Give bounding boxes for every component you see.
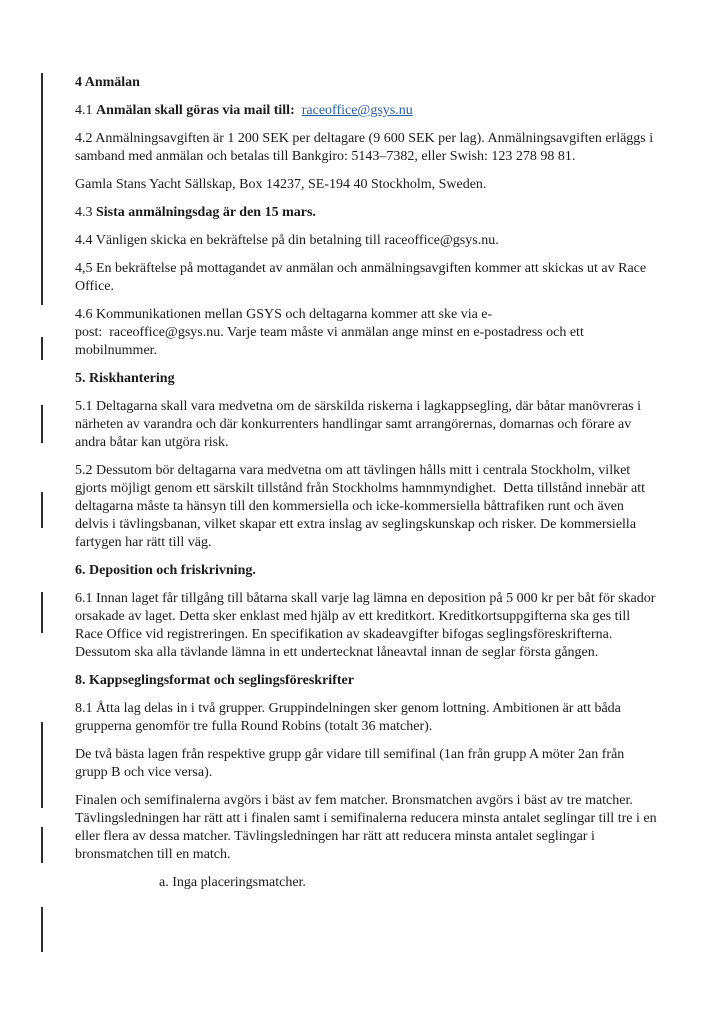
paragraph-6-1: 6.1 Innan laget får tillgång till båtarna skall varje lag lämna en deposition på 5 000 kr per båt för skador orsakade av laget. Detta sker enklast med hjälp av ett kreditkort. Kreditkortsuppgifterna ska ges till Race Office vid registreringen. En specifikation av skadeavgifter bifogas seglingsföreskrifterna. Dessutom ska alla tävlande lämna in ett undertecknat låneavtal innan de seglar första gången. [75, 591, 659, 660]
paragraph-4-1-number: 4.1 [75, 103, 96, 118]
paragraph-address: Gamla Stans Yacht Sällskap, Box 14237, SE-194 40 Stockholm, Sweden. [75, 177, 487, 192]
section-6-heading: 6. Deposition och friskrivning. [75, 563, 256, 578]
revision-bar [41, 592, 43, 633]
revision-bar [41, 722, 43, 808]
paragraph-4-3 [75, 204, 659, 222]
paragraph-4-3-number: 4.3 [75, 205, 96, 220]
revision-bar [41, 907, 43, 952]
section-5-heading: 5. Riskhantering [75, 371, 175, 386]
paragraph-5-1: 5.1 Deltagarna skall vara medvetna om de särskilda riskerna i lagkappsegling, där båtar manövreras i närheten av varandra och där konkurrenters handlingar samt arrangörernas, domarnas och förare av andra båtar kan utgöra risk. [75, 399, 645, 450]
paragraph-final: Finalen och semifinalerna avgörs i bäst av fem matcher. Bronsmatchen avgörs i bäst av tre matcher. Tävlingsledningen har rätt att i finalen samt i semifinalerna reducera minsta antalet seglingar till tre i en eller flera av dessa matcher. Tävlingsledningen har rätt att reducera minsta antalet seglingar i bronsmatchen till en match. [75, 793, 661, 862]
paragraph-5-2: 5.2 Dessutom bör deltagarna vara medvetna om att tävlingen hålls mitt i centrala Stockholm, vilket gjorts möjligt genom ett särskilt tillstånd från Stockholms hamnmyndighet. Detta tillstånd innebär att deltagarna måste ta hänsyn till den kommersiella och icke-kommersiella båttrafiken runt och även delvis i tävlingsbanan, vilket skapar ett extra inslag av seglingskunskap och risker. De kommersiella fartygen har rätt till väg. [75, 463, 649, 550]
paragraph-8-1: 8.1 Åtta lag delas in i två grupper. Gruppindelningen sker genom lottning. Ambitionen är att båda grupperna genomför tre fulla Round Robins (totalt 36 matcher). [75, 701, 625, 734]
paragraph-4-6-line1: 4.6 Kommunikationen mellan GSYS och deltagarna kommer att ske via e- [75, 307, 493, 322]
race-office-email-link[interactable]: raceoffice@gsys.nu [301, 103, 413, 118]
paragraph-4-2: 4.2 Anmälningsavgiften är 1 200 SEK per deltagare (9 600 SEK per lag). Anmälningsavgiften erläggs i samband med anmälan och betalas till Bankgiro: 5143–7382, eller Swish: 123 278 98 81. [75, 131, 657, 164]
revision-bar [41, 492, 43, 528]
section-8-heading: 8. Kappseglingsformat och seglingsföreskrifter [75, 673, 354, 688]
paragraph-4-6 [75, 306, 659, 360]
revision-bar [41, 405, 43, 443]
document-body [75, 74, 659, 902]
revision-bar [41, 73, 43, 305]
paragraph-4-1 [75, 102, 659, 120]
paragraph-4-6-line2: post: raceoffice@gsys.nu. Varje team måste vi anmälan ange minst en e-postadress och ett mobilnummer. [75, 325, 588, 358]
revision-bar [41, 337, 43, 360]
list-item-a: a. Inga placeringsmatcher. [159, 875, 306, 890]
paragraph-4-3-text: Sista anmälningsdag är den 15 mars. [96, 205, 316, 220]
paragraph-4-1-text: Anmälan skall göras via mail till: [96, 103, 295, 118]
revision-bar [41, 827, 43, 863]
section-4-heading: 4 Anmälan [75, 75, 140, 90]
paragraph-4-4: 4.4 Vänligen skicka en bekräftelse på din betalning till raceoffice@gsys.nu. [75, 233, 499, 248]
paragraph-semifinal: De två bästa lagen från respektive grupp går vidare till semifinal (1an från grupp A möter 2an från grupp B och vice versa). [75, 747, 628, 780]
paragraph-4-5: 4,5 En bekräftelse på mottagandet av anmälan och anmälningsavgiften kommer att skickas ut av Race Office. [75, 261, 650, 294]
